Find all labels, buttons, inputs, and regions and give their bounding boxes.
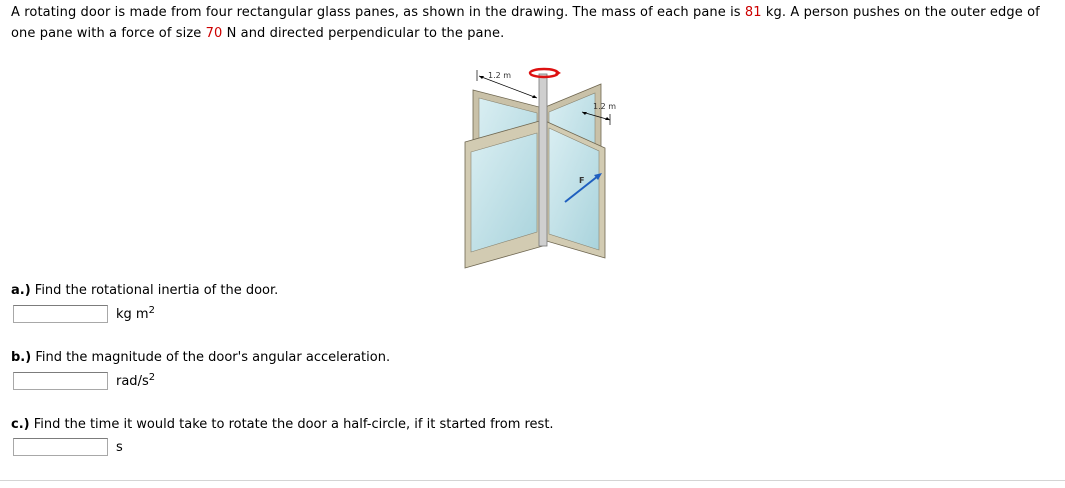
question-c-text: Find the time it would take to rotate the door a half-circle, if it started from rest. xyxy=(29,417,554,432)
answer-row-a xyxy=(13,305,155,323)
mass-value: 81 xyxy=(744,5,762,20)
question-a xyxy=(11,283,278,298)
question-c-label: c.) xyxy=(11,417,30,432)
unit-b xyxy=(116,371,156,389)
answer-row-c xyxy=(13,438,123,456)
problem-statement xyxy=(11,2,1065,44)
bottom-divider xyxy=(0,480,1065,481)
side-dimension-label: 1.2 m xyxy=(593,102,617,111)
question-b-label: b.) xyxy=(11,350,32,365)
unit-b-exponent: 2 xyxy=(148,371,156,383)
unit-c xyxy=(116,440,123,455)
question-a-text: Find the rotational inertia of the door. xyxy=(30,283,279,298)
unit-a xyxy=(116,304,155,322)
unit-a-exponent: 2 xyxy=(148,304,155,316)
revolving-door-figure xyxy=(455,62,625,277)
question-b-text: Find the magnitude of the door's angular acceleration. xyxy=(31,350,391,365)
problem-text-part2: kg. A person pushes on the outer edge of one pane with a force of size xyxy=(11,5,1040,41)
answer-row-b xyxy=(13,372,155,390)
question-a-label: a.) xyxy=(11,283,31,298)
unit-b-base: rad/s xyxy=(116,373,149,389)
answer-input-a[interactable] xyxy=(13,305,108,323)
unit-a-base: kg m xyxy=(116,306,149,322)
force-label: F xyxy=(579,176,585,185)
question-c xyxy=(11,417,554,432)
force-value: 70 xyxy=(205,26,223,41)
question-b xyxy=(11,350,390,365)
problem-text-part3: N and directed perpendicular to the pane. xyxy=(222,26,505,41)
answer-input-c[interactable] xyxy=(13,438,108,456)
answer-input-b[interactable] xyxy=(13,372,108,390)
unit-c-base: s xyxy=(116,439,123,455)
top-dimension-label: 1.2 m xyxy=(488,71,512,80)
problem-text-part1: A rotating door is made from four rectangular glass panes, as shown in the drawing. The mass of each pane is xyxy=(11,5,745,20)
